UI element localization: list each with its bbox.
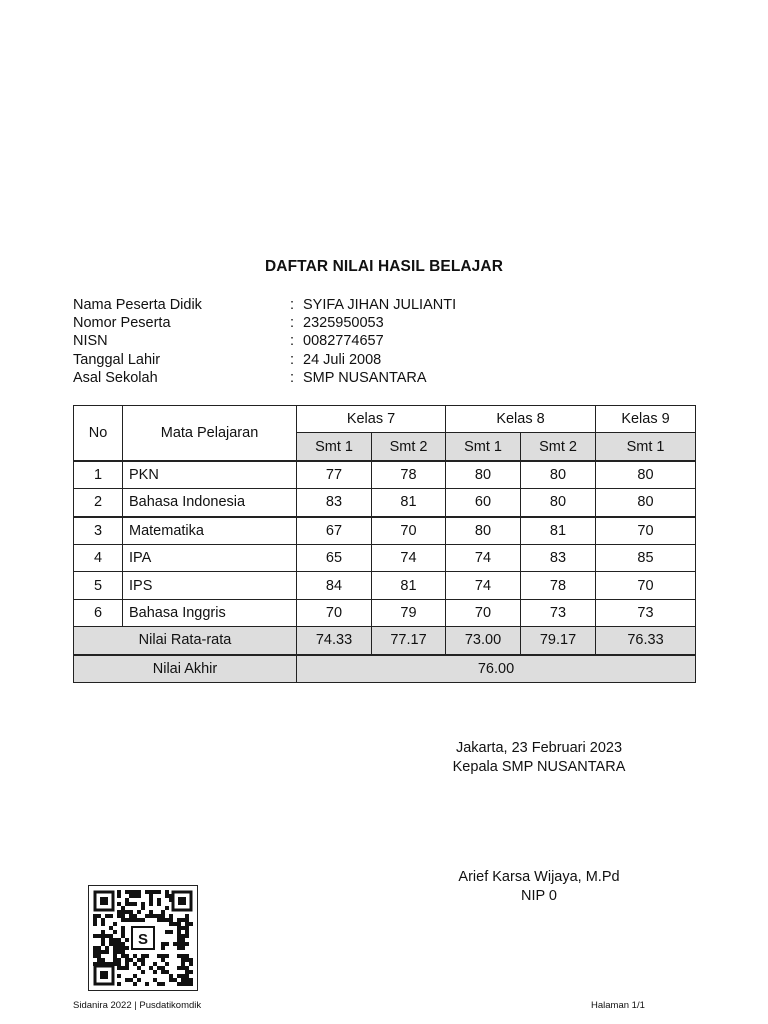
signatory-name: Arief Karsa Wijaya, M.Pd	[458, 869, 620, 885]
place-date: Jakarta, 23 Februari 2023	[455, 740, 623, 756]
score-cell: 80	[446, 461, 521, 489]
table-row	[74, 599, 696, 626]
score-cell: 67	[297, 517, 372, 545]
info-value: 0082774657	[303, 333, 384, 350]
subject-name: Bahasa Inggris	[123, 599, 297, 626]
document-title: DAFTAR NILAI HASIL BELAJAR	[265, 258, 503, 275]
average-value: 79.17	[521, 627, 596, 655]
info-label: NISN	[73, 333, 108, 350]
final-value: 76.00	[297, 655, 696, 683]
header-semester: Smt 2	[521, 433, 596, 461]
header-kelas-8: Kelas 8	[446, 406, 596, 433]
header-kelas-9: Kelas 9	[596, 406, 696, 433]
info-value: 2325950053	[303, 315, 384, 332]
score-cell: 77	[297, 461, 372, 489]
score-cell: 83	[521, 544, 596, 571]
average-value: 77.17	[372, 627, 446, 655]
average-row	[74, 627, 696, 655]
qr-logo-letter: S	[137, 931, 149, 948]
info-label: Nomor Peserta	[73, 315, 171, 332]
info-label: Tanggal Lahir	[73, 351, 161, 368]
score-cell: 80	[521, 461, 596, 489]
row-number: 2	[74, 489, 123, 517]
info-label: Nama Peserta Didik	[73, 297, 202, 313]
average-value: 76.33	[596, 627, 696, 655]
footer-right: Halaman 1/1	[591, 1000, 645, 1011]
average-value: 74.33	[297, 627, 372, 655]
score-cell: 81	[372, 489, 446, 517]
score-cell: 70	[446, 599, 521, 626]
score-cell: 70	[372, 517, 446, 545]
table-row	[74, 517, 696, 545]
signature-block	[380, 868, 698, 905]
score-cell: 65	[297, 544, 372, 571]
score-cell: 73	[596, 599, 696, 626]
signatory-nip: NIP 0	[520, 887, 557, 904]
footer-left: Sidanira 2022 | Pusdatikomdik	[73, 1000, 202, 1011]
subject-name: Bahasa Indonesia	[123, 489, 297, 517]
score-cell: 78	[521, 572, 596, 599]
table-row	[74, 572, 696, 599]
table-row	[74, 544, 696, 571]
score-cell: 83	[297, 489, 372, 517]
header-semester: Smt 1	[446, 433, 521, 461]
subject-name: Matematika	[123, 517, 297, 545]
header-kelas-7: Kelas 7	[297, 406, 446, 433]
table-row	[74, 489, 696, 517]
average-label: Nilai Rata-rata	[74, 627, 297, 655]
score-cell: 80	[521, 489, 596, 517]
score-cell: 70	[596, 517, 696, 545]
score-cell: 85	[596, 544, 696, 571]
score-cell: 81	[521, 517, 596, 545]
score-cell: 78	[372, 461, 446, 489]
info-value: 24 Juli 2008	[303, 351, 382, 368]
info-label: Asal Sekolah	[73, 369, 158, 386]
info-colon: :	[290, 315, 295, 332]
row-number: 4	[74, 544, 123, 571]
score-cell: 73	[521, 599, 596, 626]
subject-name: PKN	[123, 461, 297, 489]
score-cell: 84	[297, 572, 372, 599]
info-colon: :	[290, 351, 295, 368]
row-number: 6	[74, 599, 123, 626]
info-value: SMP NUSANTARA	[303, 369, 427, 386]
signatory-position: Kepala SMP NUSANTARA	[452, 758, 626, 775]
final-label: Nilai Akhir	[74, 655, 297, 683]
score-cell: 79	[372, 599, 446, 626]
score-cell: 60	[446, 489, 521, 517]
table-row	[74, 461, 696, 489]
info-colon: :	[290, 369, 295, 386]
row-number: 3	[74, 517, 123, 545]
info-colon: :	[290, 297, 295, 313]
header-semester: Smt 1	[596, 433, 696, 461]
score-cell: 81	[372, 572, 446, 599]
signature-header	[380, 739, 698, 776]
qr-code-icon	[88, 885, 198, 991]
table-header-row	[74, 406, 696, 433]
average-value: 73.00	[446, 627, 521, 655]
score-cell: 74	[446, 572, 521, 599]
info-colon: :	[290, 333, 295, 350]
score-cell: 74	[372, 544, 446, 571]
info-value: SYIFA JIHAN JULIANTI	[303, 297, 457, 313]
score-cell: 80	[596, 461, 696, 489]
score-cell: 70	[596, 572, 696, 599]
score-cell: 80	[596, 489, 696, 517]
final-row	[74, 655, 696, 683]
subject-name: IPA	[123, 544, 297, 571]
score-cell: 74	[446, 544, 521, 571]
grades-table	[73, 405, 696, 683]
row-number: 5	[74, 572, 123, 599]
score-cell: 80	[446, 517, 521, 545]
header-semester: Smt 1	[297, 433, 372, 461]
header-subject: Mata Pelajaran	[123, 406, 297, 461]
qr-code-graphic	[93, 890, 193, 986]
subject-name: IPS	[123, 572, 297, 599]
header-semester: Smt 2	[372, 433, 446, 461]
score-cell: 70	[297, 599, 372, 626]
header-no: No	[74, 406, 123, 461]
row-number: 1	[74, 461, 123, 489]
